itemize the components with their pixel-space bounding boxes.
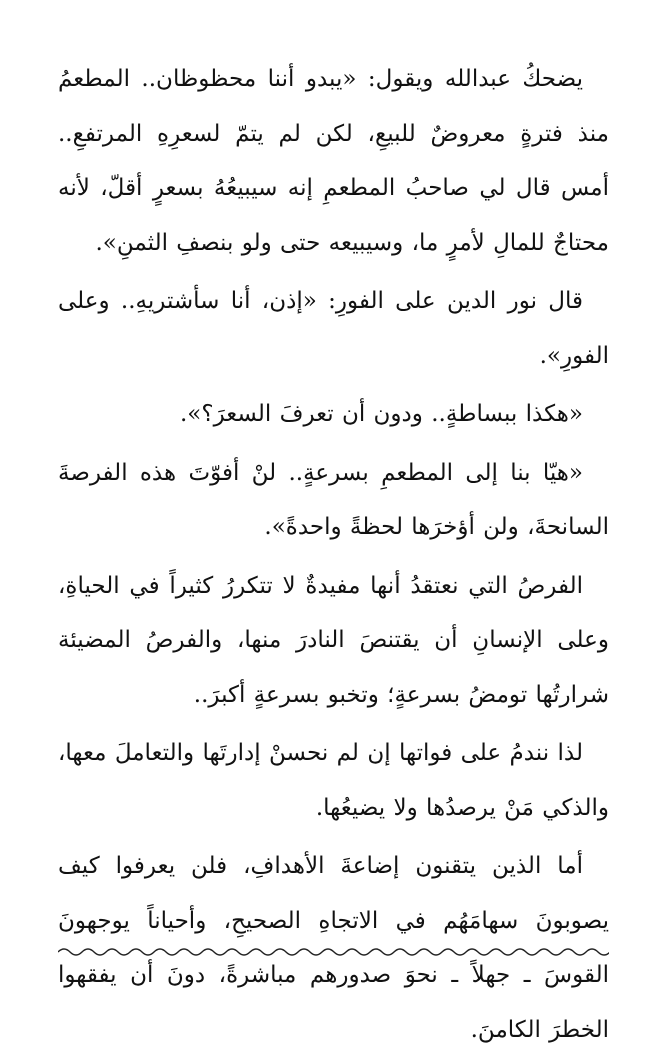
paragraph: أما الذين يتقنون إضاعةَ الأهدافِ، فلن يعرفوا كيف يصوبونَ سهامَهُم في الاتجاهِ الصحيحِ، وأحياناً يوجهونَ القوسَ ـ جهلاً ـ نحوَ صدورهم مباشرةً، دونَ أن يفقهوا الخطرَ الكامنَ. <box>58 853 609 1043</box>
paragraph: يضحكُ عبدالله ويقول: «يبدو أننا محظوظان.. المطعمُ منذ فترةٍ معروضٌ للبيعِ، لكن لم يتمّ لسعرِهِ المرتفعِ.. أمس قال لي صاحبُ المطعمِ إنه سيبيعُهُ بسعرٍ أقلّ، لأنه محتاجٌ للمالِ لأمرٍ ما، وسيبيعه حتى ولو بنصفِ الثمنِ». <box>58 66 609 256</box>
wavy-divider-icon <box>58 945 609 959</box>
book-page <box>58 52 609 1061</box>
paragraph: الفرصُ التي نعتقدُ أنها مفيدةٌ لا تتكررُ كثيراً في الحياةِ، وعلى الإنسانِ أن يقتنصَ النادرَ منها، والفرصُ المضيئة شرارتُها تومضُ بسرعةٍ؛ وتخبو بسرعةٍ أكبرَ.. <box>58 572 609 708</box>
paragraph: «هيّا بنا إلى المطعمِ بسرعةٍ.. لنْ أفوّتَ هذه الفرصةَ السانحةَ، ولن أؤخرَها لحظةً واحدةً». <box>58 459 609 540</box>
wavy-line-icon <box>58 945 609 959</box>
paragraph: قال نور الدين على الفورِ: «إذن، أنا سأشتريهِ.. وعلى الفورِ». <box>58 288 609 369</box>
paragraph: «هكذا ببساطةٍ.. ودون أن تعرفَ السعرَ؟». <box>180 401 583 427</box>
paragraph: لذا نندمُ على فواتها إن لم نحسنْ إدارتَها والتعاملَ معها، والذكي مَنْ يرصدُها ولا يضيعُها. <box>58 740 609 821</box>
